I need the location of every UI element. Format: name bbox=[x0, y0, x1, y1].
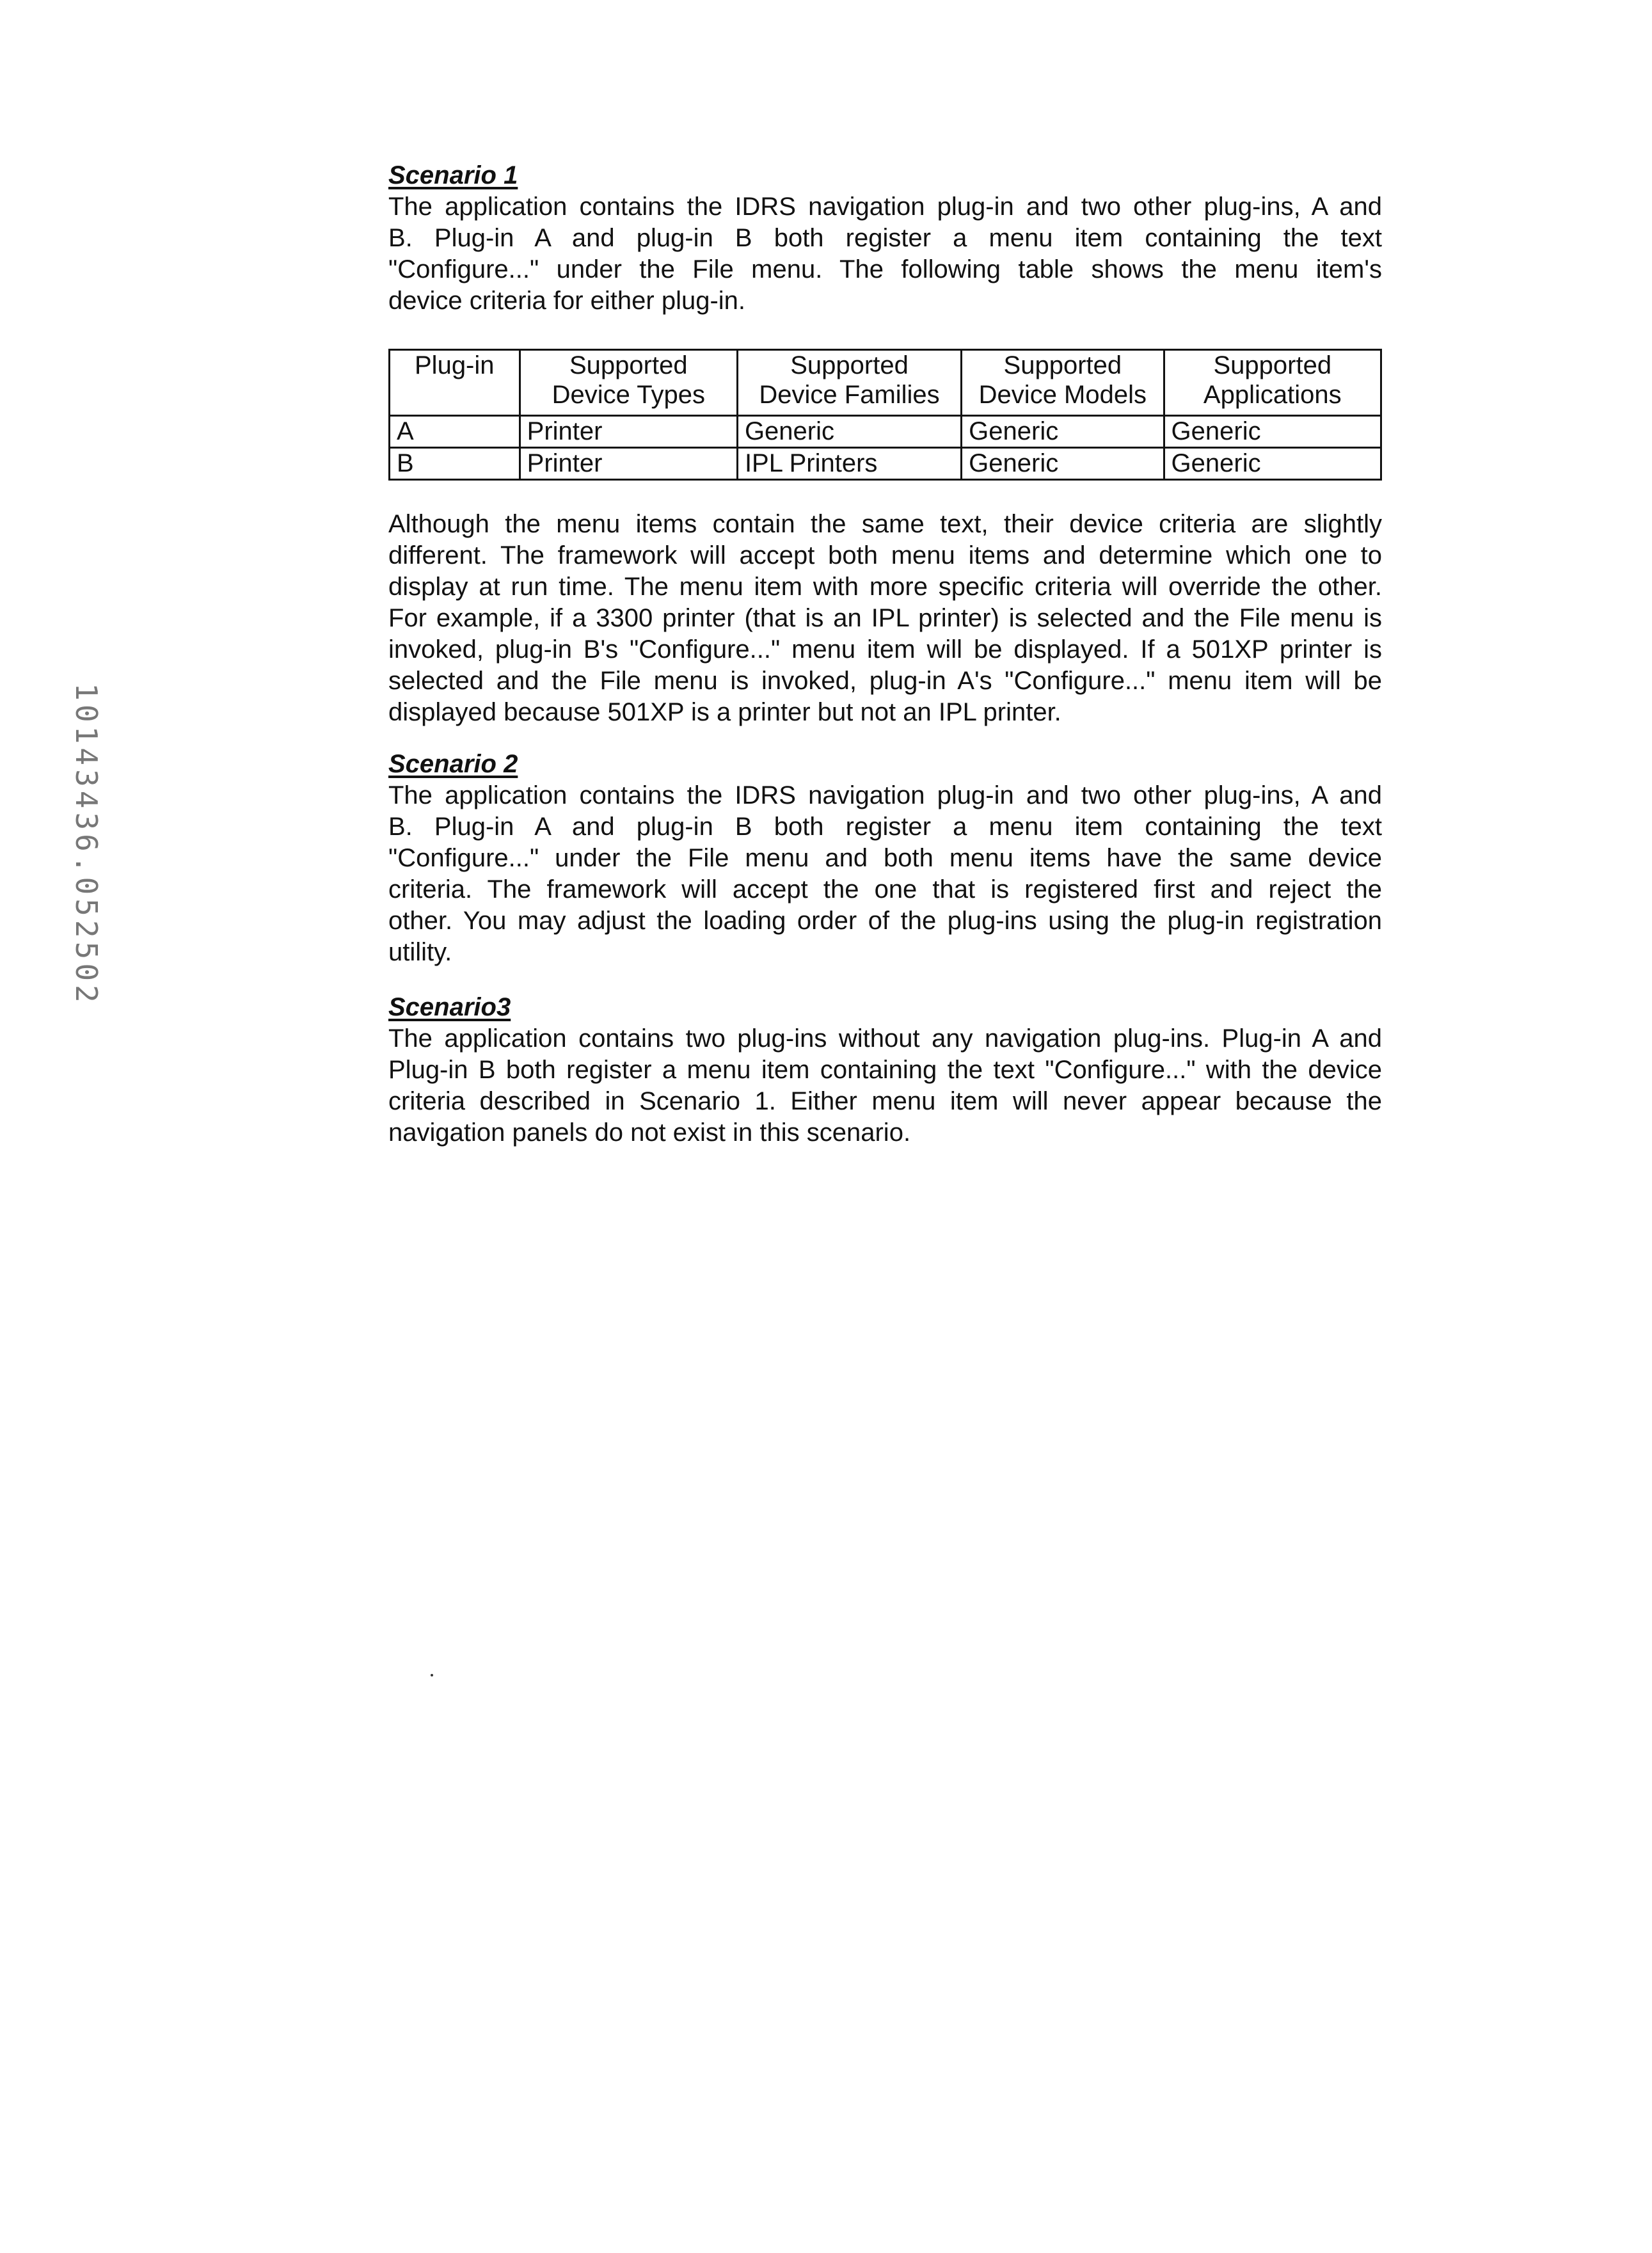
scan-speck bbox=[431, 1674, 433, 1676]
paragraph-line: B. Plug-in A and plug-in B both register a menu item containing the text bbox=[388, 811, 1382, 843]
table-cell: Printer bbox=[520, 416, 737, 448]
paragraph-line: "Configure..." under the File menu. The following table shows the menu item's bbox=[388, 254, 1382, 285]
paragraph-line: different. The framework will accept both menu items and determine which one to bbox=[388, 540, 1382, 571]
paragraph-line: display at run time. The menu item with more specific criteria will override the other. bbox=[388, 571, 1382, 603]
paragraph-line: selected and the File menu is invoked, plug-in A's "Configure..." menu item will be bbox=[388, 665, 1382, 697]
device-criteria-table bbox=[388, 349, 1382, 481]
paragraph-line: criteria described in Scenario 1. Either menu item will never appear because the bbox=[388, 1086, 1382, 1117]
paragraph-line: Plug-in B both register a menu item containing the text "Configure..." with the device bbox=[388, 1055, 1382, 1086]
scenario-2-heading: Scenario 2 bbox=[388, 749, 1382, 780]
table-cell: Printer bbox=[520, 448, 737, 480]
scenario-2-section bbox=[388, 749, 1382, 968]
scenario-1-section bbox=[388, 160, 1382, 317]
header-applications: Supported Applications bbox=[1164, 350, 1381, 416]
paragraph-line: other. You may adjust the loading order of the plug-ins using the plug-in registration bbox=[388, 905, 1382, 937]
paragraph-line: "Configure..." under the File menu and both menu items have the same device bbox=[388, 843, 1382, 874]
table-cell: Generic bbox=[737, 416, 961, 448]
paragraph-line: displayed because 501XP is a printer but not an IPL printer. bbox=[388, 697, 1382, 728]
header-plug-in: Plug-in bbox=[390, 350, 520, 416]
paragraph-line: device criteria for either plug-in. bbox=[388, 285, 1382, 317]
table-cell: Generic bbox=[1164, 416, 1381, 448]
paragraph-line: The application contains the IDRS navigation plug-in and two other plug-ins, A and bbox=[388, 780, 1382, 811]
paragraph-line: The application contains the IDRS navigation plug-in and two other plug-ins, A and bbox=[388, 191, 1382, 223]
scenario-3-heading: Scenario3 bbox=[388, 992, 1382, 1023]
table-header-row bbox=[390, 350, 1381, 416]
table-cell: Generic bbox=[1164, 448, 1381, 480]
table-cell: Generic bbox=[962, 448, 1164, 480]
paragraph-line: utility. bbox=[388, 937, 1382, 968]
table-cell: A bbox=[390, 416, 520, 448]
scenario-1-explanation bbox=[388, 509, 1382, 728]
table-row bbox=[390, 416, 1381, 448]
paragraph-line: invoked, plug-in B's "Configure..." menu item will be displayed. If a 501XP printer is bbox=[388, 634, 1382, 665]
paragraph-line: B. Plug-in A and plug-in B both register a menu item containing the text bbox=[388, 223, 1382, 254]
scenario-3-section bbox=[388, 992, 1382, 1149]
table-cell: IPL Printers bbox=[737, 448, 961, 480]
margin-stamp bbox=[67, 685, 106, 1005]
paragraph-line: navigation panels do not exist in this scenario. bbox=[388, 1117, 1382, 1149]
paragraph-line: Although the menu items contain the same text, their device criteria are slightly bbox=[388, 509, 1382, 540]
header-device-types: Supported Device Types bbox=[520, 350, 737, 416]
margin-stamp-text: 10143436.052502 bbox=[69, 683, 104, 1006]
table-cell: Generic bbox=[962, 416, 1164, 448]
scenario-1-heading: Scenario 1 bbox=[388, 160, 1382, 191]
paragraph-line: The application contains two plug-ins without any navigation plug-ins. Plug-in A and bbox=[388, 1023, 1382, 1055]
paragraph-line: criteria. The framework will accept the one that is registered first and reject the bbox=[388, 874, 1382, 905]
header-device-models: Supported Device Models bbox=[962, 350, 1164, 416]
table-row bbox=[390, 448, 1381, 480]
header-device-families: Supported Device Families bbox=[737, 350, 961, 416]
table-cell: B bbox=[390, 448, 520, 480]
paragraph-line: For example, if a 3300 printer (that is an IPL printer) is selected and the File menu is bbox=[388, 603, 1382, 634]
